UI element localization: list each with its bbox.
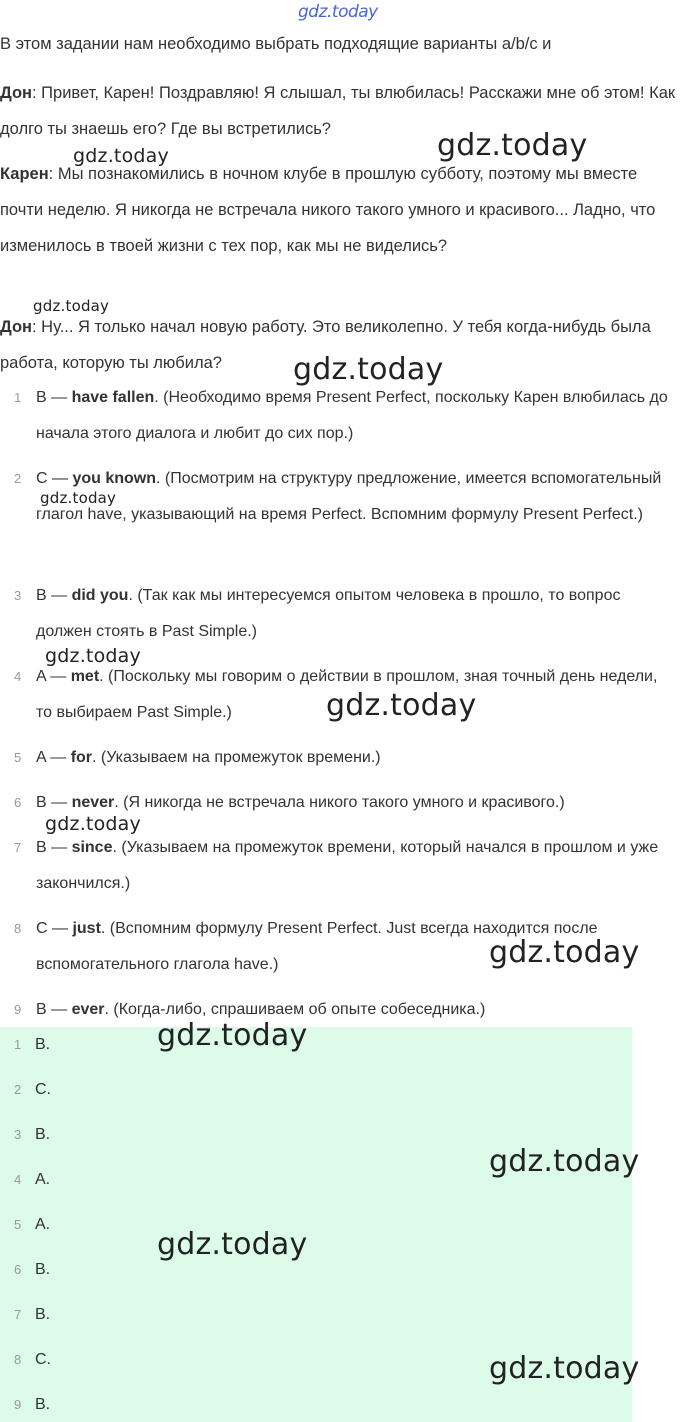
answer-number: 5 bbox=[14, 1217, 22, 1232]
speaker: Дон bbox=[0, 318, 33, 336]
answer-text: just bbox=[72, 920, 101, 937]
speaker: Карен bbox=[0, 165, 49, 183]
speaker: Дон bbox=[0, 84, 33, 102]
explanation-item: 4 A — met. (Поскольку мы говорим о действии в прошлом, зная точный день недели, то выбираем Past Simple.) bbox=[0, 659, 676, 731]
explanation-item: 2 C — you known. (Посмотрим на структуру предложение, имеется вспомогательный глагол have, указывающий на время Perfect. Вспомним формулу Present Perfect.) bbox=[0, 461, 676, 533]
answer-text: have fallen bbox=[71, 389, 155, 406]
watermark-top: gdz.today bbox=[298, 2, 378, 22]
answer-number: 6 bbox=[14, 1262, 22, 1277]
item-number: 9 bbox=[14, 1002, 22, 1017]
answer-number: 3 bbox=[14, 1127, 22, 1142]
item-number: 7 bbox=[14, 840, 22, 855]
watermark: gdz.today bbox=[293, 352, 444, 387]
watermark: gdz.today bbox=[33, 297, 110, 315]
explanation-item: 1 B — have fallen. (Необходимо время Present Perfect, поскольку Карен влюбилась до начала этого диалога и любит до сих пор.) bbox=[0, 380, 676, 452]
answer-value: B. bbox=[35, 1036, 51, 1053]
item-number: 4 bbox=[14, 669, 22, 684]
watermark: gdz.today bbox=[40, 489, 117, 507]
answer-value: A. bbox=[35, 1171, 51, 1188]
intro-text: В этом задании нам необходимо выбрать подходящие варианты a/b/c и bbox=[0, 35, 552, 53]
answer-number: 4 bbox=[14, 1172, 22, 1187]
explanation-item: 8 C — just. (Вспомним формулу Present Perfect. Just всегда находится после вспомогательного глагола have.) bbox=[0, 911, 676, 983]
watermark: gdz.today bbox=[157, 1227, 308, 1262]
item-number: 5 bbox=[14, 750, 22, 765]
answer-number: 2 bbox=[14, 1082, 22, 1097]
line-text: : Мы познакомились в ночном клубе в прошлую субботу, поэтому мы вместе почти неделю. Я никогда не встречала никого такого умного и красивого... Ладно, что изменилось в твоей жизни с тех пор, как мы не виделись? bbox=[0, 165, 656, 255]
watermark: gdz.today bbox=[437, 128, 588, 163]
watermark: gdz.today bbox=[326, 688, 477, 723]
answer-text: never bbox=[71, 794, 115, 811]
answer-number: 7 bbox=[14, 1307, 22, 1322]
answer-number: 8 bbox=[14, 1352, 22, 1367]
answer-text: since bbox=[71, 839, 113, 856]
item-number: 6 bbox=[14, 795, 22, 810]
answer-number: 1 bbox=[14, 1037, 22, 1052]
answer-value: C. bbox=[35, 1081, 51, 1098]
explanation-item: 7 B — since. (Указываем на промежуток времени, который начался в прошлом и уже закончился.) bbox=[0, 830, 676, 902]
dialogue-line bbox=[0, 156, 676, 264]
answer-text: for bbox=[70, 749, 93, 766]
answer-value: B. bbox=[35, 1126, 51, 1143]
watermark: gdz.today bbox=[45, 813, 141, 835]
answer-value: A. bbox=[35, 1216, 51, 1233]
watermark: gdz.today bbox=[73, 145, 169, 167]
watermark: gdz.today bbox=[45, 645, 141, 667]
explanation-item: 3 B — did you. (Так как мы интересуемся опытом человека в прошло, то вопрос должен стоять в Past Simple.) bbox=[0, 578, 676, 650]
item-number: 2 bbox=[14, 471, 22, 486]
line-text: : Ну... Я только начал новую работу. Это великолепно. У тебя когда-нибудь была работа, которую ты любила? bbox=[0, 318, 651, 372]
answer-value: B. bbox=[35, 1396, 51, 1413]
watermark: gdz.today bbox=[489, 1351, 640, 1386]
watermark: gdz.today bbox=[489, 935, 640, 970]
line-text: : Привет, Карен! Поздравляю! Я слышал, ты влюбилась! Расскажи мне об этом! Как долго ты знаешь его? Где вы встретились? bbox=[0, 84, 676, 138]
watermark: gdz.today bbox=[157, 1018, 308, 1053]
explanation-item: 6 B — never. (Я никогда не встречала никого такого умного и красивого.) bbox=[0, 785, 676, 821]
explanation-item: 9 B — ever. (Когда-либо, спрашиваем об опыте собеседника.) bbox=[0, 992, 676, 1028]
answer-value: B. bbox=[35, 1261, 51, 1278]
item-number: 8 bbox=[14, 921, 22, 936]
item-number: 3 bbox=[14, 588, 22, 603]
answer-number: 9 bbox=[14, 1397, 22, 1412]
watermark: gdz.today bbox=[489, 1144, 640, 1179]
answer-text: you known bbox=[72, 470, 157, 487]
item-number: 1 bbox=[14, 390, 22, 405]
answer-text: ever bbox=[71, 1001, 105, 1018]
answer-text: met bbox=[70, 668, 100, 685]
answer-text: did you bbox=[71, 587, 129, 604]
explanation-item: 5 A — for. (Указываем на промежуток времени.) bbox=[0, 740, 676, 776]
answer-value: C. bbox=[35, 1351, 51, 1368]
answer-value: B. bbox=[35, 1306, 51, 1323]
